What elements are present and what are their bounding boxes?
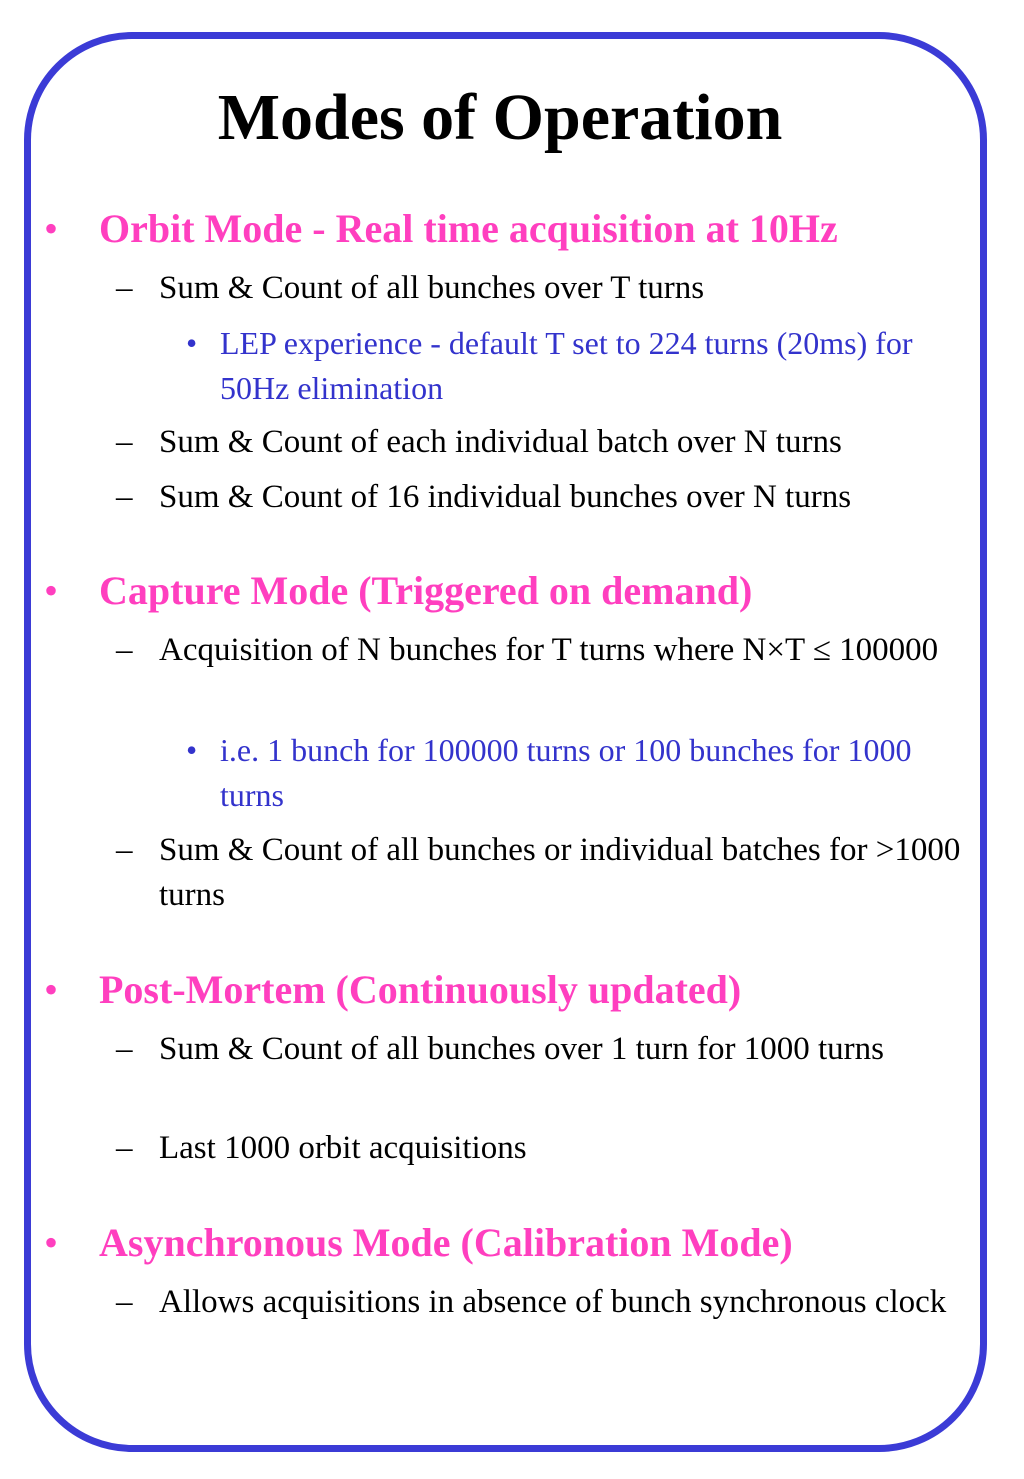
- bullet-marker: •: [186, 732, 198, 768]
- list-item-text: Sum & Count of all bunches or individual batches for >1000 turns: [159, 832, 961, 913]
- list-item: [116, 628, 986, 673]
- bullet-marker: •: [44, 967, 59, 1012]
- list-item-text: Sum & Count of each individual batch over N turns: [159, 424, 842, 460]
- list-item: [116, 420, 986, 465]
- sub-list-item: [186, 728, 976, 818]
- section-heading-text: Orbit Mode - Real time acquisition at 10Hz: [99, 206, 838, 251]
- list-item: [116, 475, 986, 520]
- list-item-text: Sum & Count of all bunches over 1 turn for 1000 turns: [159, 1031, 885, 1067]
- list-item: [116, 266, 986, 311]
- section-heading-text: Capture Mode (Triggered on demand): [99, 568, 753, 613]
- dash-marker: –: [116, 424, 133, 460]
- page-title: Modes of Operation: [217, 81, 783, 154]
- list-item: [116, 1027, 986, 1072]
- section-heading-text: Post-Mortem (Continuously updated): [99, 967, 742, 1012]
- sub-list-item: [186, 321, 976, 411]
- list-item: [116, 828, 986, 918]
- list-item-text: Last 1000 orbit acquisitions: [159, 1130, 527, 1166]
- section-heading-text: Asynchronous Mode (Calibration Mode): [99, 1220, 793, 1265]
- list-item: [116, 1280, 986, 1325]
- dash-marker: –: [116, 832, 133, 868]
- list-item: [116, 1126, 986, 1171]
- bullet-marker: •: [44, 1220, 59, 1265]
- list-item-text: Sum & Count of all bunches over T turns: [159, 270, 705, 306]
- dash-marker: –: [116, 1031, 133, 1067]
- list-item-text: Acquisition of N bunches for T turns where N×T ≤ 100000: [159, 632, 939, 668]
- sub-list-item-text: i.e. 1 bunch for 100000 turns or 100 bunches for 1000 turns: [220, 732, 912, 813]
- bullet-marker: •: [186, 325, 198, 361]
- dash-marker: –: [116, 1130, 133, 1166]
- bullet-marker: •: [44, 568, 59, 613]
- dash-marker: –: [116, 270, 133, 306]
- bullet-marker: •: [44, 206, 59, 251]
- dash-marker: –: [116, 1284, 133, 1320]
- list-item-text: Allows acquisitions in absence of bunch synchronous clock: [159, 1284, 947, 1320]
- sub-list-item-text: LEP experience - default T set to 224 turns (20ms) for 50Hz elimination: [220, 325, 913, 406]
- dash-marker: –: [116, 632, 133, 668]
- list-item-text: Sum & Count of 16 individual bunches over N turns: [159, 479, 852, 515]
- dash-marker: –: [116, 479, 133, 515]
